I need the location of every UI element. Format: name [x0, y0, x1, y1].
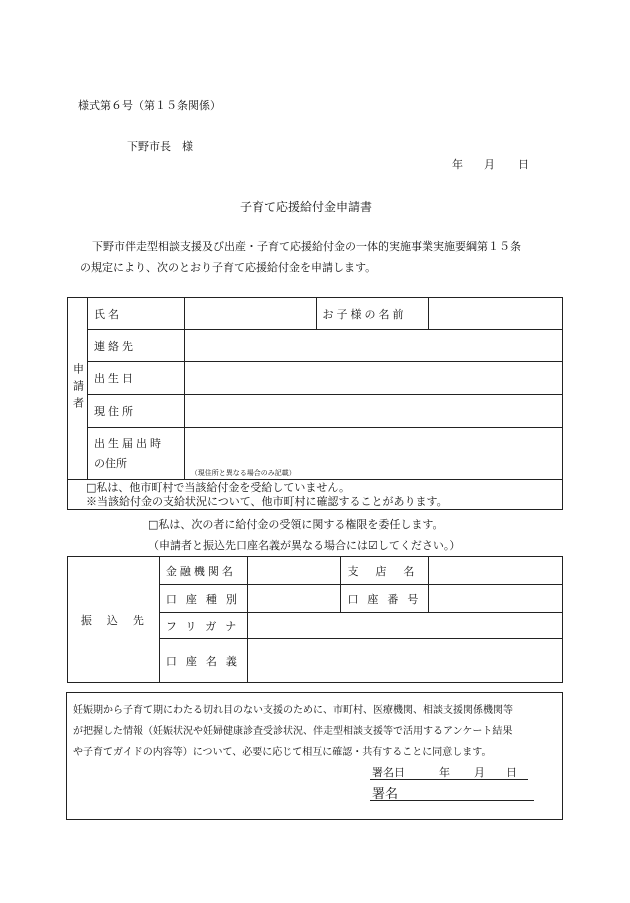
child-name-label: お子様の名前: [316, 298, 429, 330]
bank-table: [67, 556, 563, 683]
birth-registration-address-field[interactable]: [184, 428, 562, 480]
consent-line-2: が把握した情報（妊娠状況や妊婦健康診査受診状況、伴走型相談支援等で活用するアンケート結果: [73, 726, 513, 737]
branch-field[interactable]: [429, 557, 563, 585]
address-field[interactable]: [184, 395, 562, 428]
sign-year-label: 年: [439, 766, 450, 779]
date-month-label: 月: [484, 158, 495, 171]
birth-date-field[interactable]: [184, 362, 562, 395]
account-number-field[interactable]: [429, 585, 563, 613]
birth-reg-label-line-1: 出生届出時: [93, 436, 164, 450]
sign-month-label: 月: [474, 766, 485, 779]
addressee: 下野市長 様: [127, 140, 193, 153]
institution-label: 金融機関名: [159, 557, 247, 585]
applicant-table: [67, 297, 563, 510]
name-label: 氏名: [87, 298, 184, 330]
consent-box: [66, 692, 563, 820]
address-label: 現住所: [87, 395, 184, 428]
consent-line-3: や子育てガイドの内容等）について、必要に応じて相互に確認・共有することに同意します。: [73, 747, 492, 758]
account-type-label: 口座種別: [159, 585, 247, 613]
branch-label: 支 店 名: [341, 557, 429, 585]
signature-line[interactable]: [370, 783, 534, 801]
account-holder-label: 口座名義: [159, 639, 247, 683]
intro-line-2: の規定により、次のとおり子育て応援給付金を申請します。: [80, 261, 377, 274]
account-type-field[interactable]: [247, 585, 341, 613]
form-number: 様式第６号（第１５条関係）: [78, 99, 221, 112]
applicant-side-label: 申請者: [68, 298, 88, 480]
delegation-line-1[interactable]: □私は、次の者に給付金の受領に関する権限を委任します。: [148, 518, 444, 531]
intro-line-1: 下野市伴走型相談支援及び出産・子育て応援給付金の一体的実施事業実施要綱第１５条: [92, 240, 521, 253]
page-title: 子育て応援給付金申請書: [240, 200, 373, 214]
institution-field[interactable]: [247, 557, 341, 585]
declaration-line-2: ※当該給付金の支給状況について、他市町村に確認することがあります。: [86, 494, 448, 508]
consent-line-1: 妊娠期から子育て期にわたる切れ目のない支援のために、市町村、医療機関、相談支援関係機関等: [73, 705, 513, 716]
furigana-label: フリガナ: [159, 613, 247, 639]
declaration-line-1[interactable]: □私は、他市町村で当該給付金を受給していません。: [86, 480, 351, 494]
birth-reg-label-line-2: の住所: [93, 456, 127, 470]
child-name-field[interactable]: [429, 298, 563, 330]
signature-label: 署名: [372, 787, 399, 802]
delegation-line-2: （申請者と振込先口座名義が異なる場合には☑してください。）: [148, 539, 461, 552]
sign-day-label: 日: [506, 766, 517, 779]
account-holder-field[interactable]: [247, 639, 562, 683]
birth-registration-address-label: [87, 428, 184, 480]
birth-date-label: 出生日: [87, 362, 184, 395]
date-year-label: 年: [452, 158, 463, 171]
contact-label: 連絡先: [87, 330, 184, 362]
birth-reg-note: （現住所と異なる場合のみ記載）: [190, 469, 296, 477]
contact-field[interactable]: [184, 330, 562, 362]
name-field[interactable]: [184, 298, 316, 330]
sign-date-line[interactable]: [370, 763, 528, 780]
sign-date-label: 署名日: [372, 766, 405, 779]
furigana-field[interactable]: [247, 613, 562, 639]
date-day-label: 日: [518, 158, 529, 171]
account-number-label: 口座番号: [341, 585, 429, 613]
declaration-cell: [68, 480, 563, 510]
bank-side-label: 振 込 先: [68, 557, 160, 683]
